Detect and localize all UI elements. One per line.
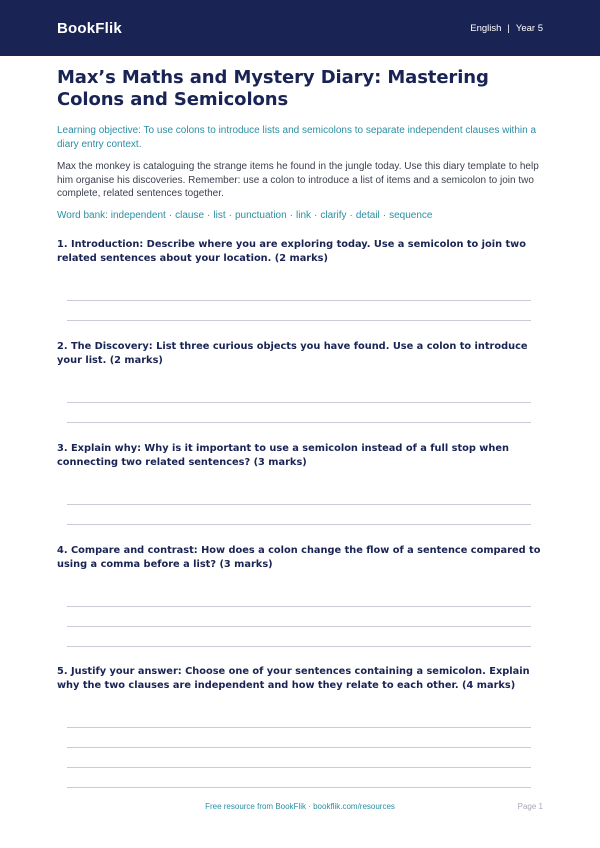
question-text: 1. Introduction: Describe where you are exploring today. Use a semicolon to join two related sentences about your location. (2 marks) — [57, 239, 526, 264]
answer-line[interactable] — [67, 422, 531, 423]
word-bank-separator: · — [168, 209, 173, 221]
word-bank-separator: · — [289, 209, 294, 221]
question-text: 5. Justify your answer: Choose one of your sentences containing a semicolon. Explain why the two clauses are independent and how they relate to each other. (4 marks) — [57, 666, 530, 691]
page-header — [0, 0, 600, 56]
answer-line[interactable] — [67, 727, 531, 728]
learning-objective: Learning objective: To use colons to introduce lists and semicolons to separate independent clauses within a diary entry context. — [57, 125, 536, 150]
question-1 — [57, 238, 543, 266]
question-4 — [57, 544, 543, 572]
answer-line[interactable] — [67, 626, 531, 627]
word-bank-word: sequence — [389, 209, 433, 221]
answer-line[interactable] — [67, 646, 531, 647]
question-text: 3. Explain why: Why is it important to use a semicolon instead of a full stop when connecting two related sentences? (3 marks) — [57, 443, 509, 468]
year-label: Year 5 — [515, 22, 543, 34]
question-5 — [57, 665, 543, 693]
word-bank-word: independent — [110, 209, 166, 221]
footer-resource-link[interactable]: Free resource from BookFlik · bookflik.com/resources — [205, 802, 395, 811]
word-bank-word: clarify — [320, 209, 347, 221]
answer-line[interactable] — [67, 524, 531, 525]
subject-label: English — [470, 22, 502, 34]
instructions-text: Max the monkey is cataloguing the strange items he found in the jungle today. Use this diary template to help him organise his discoveries. Remember: use a colon to introduce a list of items and a semicolon to join two complete, related sentences together. — [57, 161, 539, 199]
word-bank-separator: · — [228, 209, 232, 221]
answer-line[interactable] — [67, 300, 531, 301]
word-bank-words — [111, 210, 433, 221]
word-bank-separator: · — [207, 209, 211, 221]
answer-line[interactable] — [67, 747, 531, 748]
word-bank-word: detail — [355, 209, 380, 221]
word-bank-word: list — [213, 209, 226, 221]
answer-line[interactable] — [67, 402, 531, 403]
word-bank-label: Word bank: — [57, 209, 108, 221]
answer-line[interactable] — [67, 606, 531, 607]
word-bank-separator: · — [314, 209, 318, 221]
page-number: Page 1 — [517, 802, 543, 811]
question-3 — [57, 442, 543, 470]
question-text: 4. Compare and contrast: How does a colon change the flow of a sentence compared to using a comma before a list? (3 marks) — [57, 545, 541, 570]
question-text: 2. The Discovery: List three curious objects you have found. Use a colon to introduce your list. (2 marks) — [57, 341, 528, 366]
meta-separator: | — [507, 22, 510, 34]
word-bank-word: punctuation — [234, 209, 287, 221]
answer-line[interactable] — [67, 767, 531, 768]
header-meta — [470, 23, 543, 34]
question-2 — [57, 340, 543, 368]
word-bank-word: clause — [175, 209, 205, 221]
worksheet-intro — [0, 67, 600, 222]
word-bank-word: link — [296, 209, 312, 221]
word-bank-separator: · — [382, 209, 387, 221]
worksheet-title: Max’s Maths and Mystery Diary: Mastering Colons and Semicolons — [57, 67, 489, 110]
answer-line[interactable] — [67, 320, 531, 321]
answer-line[interactable] — [67, 504, 531, 505]
answer-line[interactable] — [67, 787, 531, 788]
brand-logo[interactable]: BookFlik — [57, 19, 122, 37]
word-bank-separator: · — [349, 209, 353, 221]
word-bank — [57, 209, 543, 223]
